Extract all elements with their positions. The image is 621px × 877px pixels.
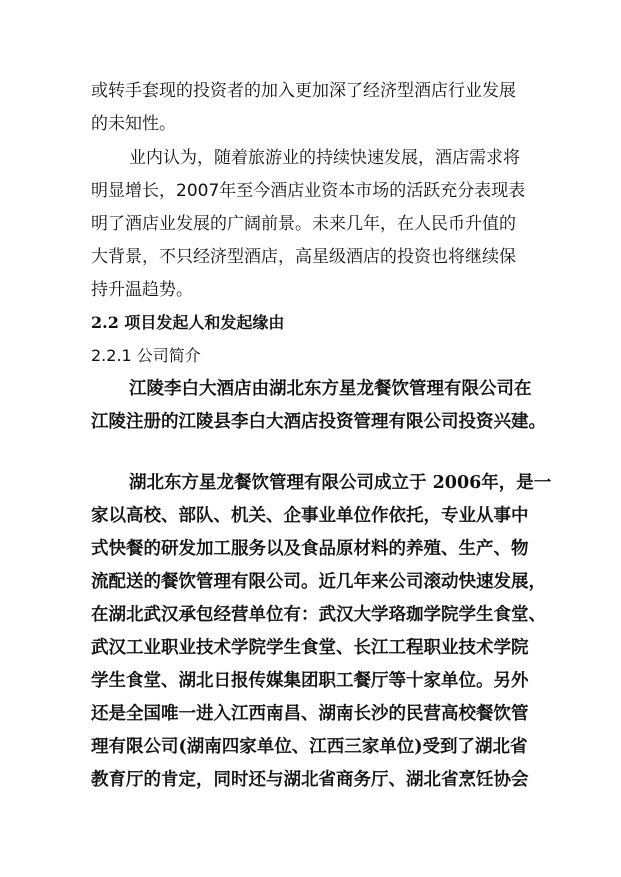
text-line: 流配送的餐饮管理有限公司。近几年来公司滚动快速发展， [91, 572, 546, 592]
text-line: 理有限公司(湖南四家单位、江西三家单位)受到了湖北省 [91, 737, 528, 757]
subsection-heading: 2.2.1 公司简介 [91, 346, 201, 365]
text-line: 江陵注册的江陵县李白大酒店投资管理有限公司投资兴建。 [91, 412, 546, 432]
text-line: 江陵李白大酒店由湖北东方星龙餐饮管理有限公司在 [129, 379, 532, 399]
section-heading: 2.2 项目发起人和发起缘由 [91, 313, 285, 332]
text-line: 大背景，不只经济型酒店，高星级酒店的投资也将继续保 [91, 247, 516, 267]
text-line: 家以高校、部队、机关、企事业单位作依托，专业从事中 [91, 506, 529, 526]
text-line: 明显增长，2007年至今酒店业资本市场的活跃充分表现表 [91, 181, 526, 201]
text-line: 或转手套现的投资者的加入更加深了经济型酒店行业发展 [91, 81, 516, 101]
text-line: 业内认为，随着旅游业的持续快速发展，酒店需求将 [129, 148, 520, 168]
text-line: 学生食堂、湖北日报传媒集团职工餐厅等十家单位。另外 [91, 671, 529, 691]
text-line: 持升温趋势。 [91, 280, 193, 300]
text-line: 武汉工业职业技术学院学生食堂、长江工程职业技术学院 [91, 638, 529, 658]
text-line: 的未知性。 [91, 114, 176, 134]
text-line: 明了酒店业发展的广阔前景。未来几年，在人民币升值的 [91, 214, 516, 234]
text-line: 在湖北武汉承包经营单位有：武汉大学珞珈学院学生食堂、 [91, 605, 546, 625]
text-line: 湖北东方星龙餐饮管理有限公司成立于 2006年，是一 [129, 473, 552, 493]
text-line: 式快餐的研发加工服务以及食品原材料的养殖、生产、物 [91, 539, 529, 559]
text-line: 教育厅的肯定，同时还与湖北省商务厅、湖北省烹饪协会 [91, 770, 529, 790]
text-line: 还是全国唯一进入江西南昌、湖南长沙的民营高校餐饮管 [91, 704, 529, 724]
